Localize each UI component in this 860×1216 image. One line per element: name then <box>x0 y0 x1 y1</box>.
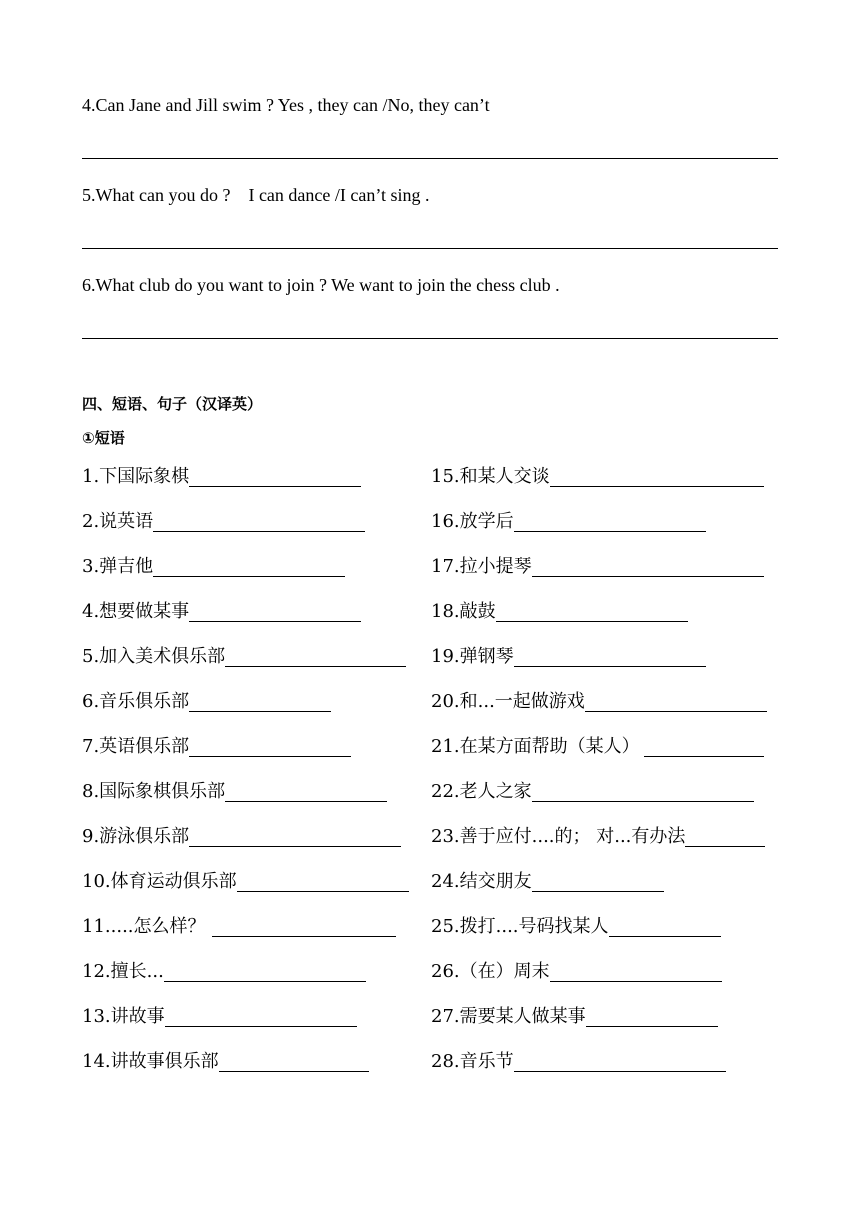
phrase-label: 26.（在）周末 <box>431 961 550 982</box>
answer-blank[interactable] <box>532 555 764 577</box>
answer-blank[interactable] <box>514 1050 726 1072</box>
answer-blank[interactable] <box>189 465 361 487</box>
phrase-item <box>431 915 767 960</box>
answer-blank[interactable] <box>225 645 406 667</box>
answer-blank[interactable] <box>225 780 387 802</box>
phrase-item <box>82 555 409 600</box>
phrase-label: 12.擅长... <box>82 961 164 982</box>
phrase-item <box>82 735 409 780</box>
phrase-label: 21.在某方面帮助（某人） <box>431 736 640 757</box>
phrase-label: 11.....怎么样？ <box>82 916 206 937</box>
phrase-item <box>82 1050 409 1095</box>
phrase-item <box>431 510 767 555</box>
answer-line-6[interactable] <box>82 338 778 339</box>
phrase-item <box>431 1005 767 1050</box>
phrase-label: 9.游泳俱乐部 <box>82 826 190 847</box>
answer-blank[interactable] <box>189 690 331 712</box>
answer-blank[interactable] <box>609 915 721 937</box>
phrase-item <box>82 915 409 960</box>
answer-line-4[interactable] <box>82 158 778 159</box>
answer-blank[interactable] <box>514 645 706 667</box>
answer-blank[interactable] <box>164 960 366 982</box>
phrase-label: 2.说英语 <box>82 511 154 532</box>
phrase-label: 5.加入美术俱乐部 <box>82 646 226 667</box>
answer-blank[interactable] <box>219 1050 369 1072</box>
phrase-label: 4.想要做某事 <box>82 601 190 622</box>
phrase-label: 19.弹钢琴 <box>431 646 514 667</box>
section-title: 四、短语、句子（汉译英） <box>82 395 263 413</box>
phrase-label: 15.和某人交谈 <box>431 466 550 487</box>
phrase-item <box>82 870 409 915</box>
question-5-text: 5.What can you do ? I can dance /I can’t sing . <box>82 185 430 205</box>
answer-blank[interactable] <box>532 780 754 802</box>
phrase-item <box>431 690 767 735</box>
phrase-item <box>431 555 767 600</box>
phrase-item <box>82 645 409 690</box>
phrase-item <box>82 960 409 1005</box>
phrase-list-right <box>431 465 767 1095</box>
answer-blank[interactable] <box>212 915 396 937</box>
phrase-label: 23.善于应付....的； 对...有办法 <box>431 826 686 847</box>
phrase-item <box>82 780 409 825</box>
phrase-label: 24.结交朋友 <box>431 871 532 892</box>
answer-blank[interactable] <box>550 465 764 487</box>
phrase-label: 27.需要某人做某事 <box>431 1006 586 1027</box>
phrase-label: 20.和...一起做游戏 <box>431 691 585 712</box>
phrase-label: 17.拉小提琴 <box>431 556 532 577</box>
phrase-item <box>82 465 409 510</box>
answer-blank[interactable] <box>189 825 401 847</box>
phrase-item <box>82 510 409 555</box>
phrase-item <box>431 735 767 780</box>
question-6-text: 6.What club do you want to join ? We want to join the chess club . <box>82 275 560 295</box>
answer-line-5[interactable] <box>82 248 778 249</box>
phrase-item <box>82 825 409 870</box>
answer-blank[interactable] <box>165 1005 357 1027</box>
answer-blank[interactable] <box>685 825 765 847</box>
phrase-label: 6.音乐俱乐部 <box>82 691 190 712</box>
phrase-item <box>431 825 767 870</box>
phrase-list-left <box>82 465 409 1095</box>
phrase-item <box>431 780 767 825</box>
phrase-label: 25.拨打....号码找某人 <box>431 916 609 937</box>
phrase-label: 10.体育运动俱乐部 <box>82 871 237 892</box>
answer-blank[interactable] <box>585 690 767 712</box>
phrase-label: 14.讲故事俱乐部 <box>82 1051 219 1072</box>
answer-blank[interactable] <box>153 510 365 532</box>
phrase-label: 8.国际象棋俱乐部 <box>82 781 226 802</box>
phrase-label: 18.敲鼓 <box>431 601 496 622</box>
answer-blank[interactable] <box>550 960 722 982</box>
phrase-item <box>431 960 767 1005</box>
question-4-text: 4.Can Jane and Jill swim ? Yes , they can /No, they can’t <box>82 95 490 115</box>
answer-blank[interactable] <box>237 870 409 892</box>
phrase-label: 16.放学后 <box>431 511 514 532</box>
phrase-item <box>431 870 767 915</box>
answer-blank[interactable] <box>586 1005 718 1027</box>
answer-blank[interactable] <box>532 870 664 892</box>
phrase-item <box>431 600 767 645</box>
phrase-label: 22.老人之家 <box>431 781 532 802</box>
answer-blank[interactable] <box>189 735 351 757</box>
section-subtitle: ①短语 <box>82 429 125 447</box>
phrase-label: 28.音乐节 <box>431 1051 514 1072</box>
phrase-item <box>82 600 409 645</box>
phrase-label: 3.弹吉他 <box>82 556 154 577</box>
answer-blank[interactable] <box>496 600 688 622</box>
answer-blank[interactable] <box>189 600 361 622</box>
phrase-label: 7.英语俱乐部 <box>82 736 190 757</box>
phrase-item <box>431 1050 767 1095</box>
answer-blank[interactable] <box>514 510 706 532</box>
phrase-item <box>431 645 767 690</box>
answer-blank[interactable] <box>644 735 764 757</box>
phrase-item <box>82 1005 409 1050</box>
phrase-label: 1.下国际象棋 <box>82 466 190 487</box>
answer-blank[interactable] <box>153 555 345 577</box>
phrase-item <box>431 465 767 510</box>
phrase-label: 13.讲故事 <box>82 1006 165 1027</box>
phrase-item <box>82 690 409 735</box>
